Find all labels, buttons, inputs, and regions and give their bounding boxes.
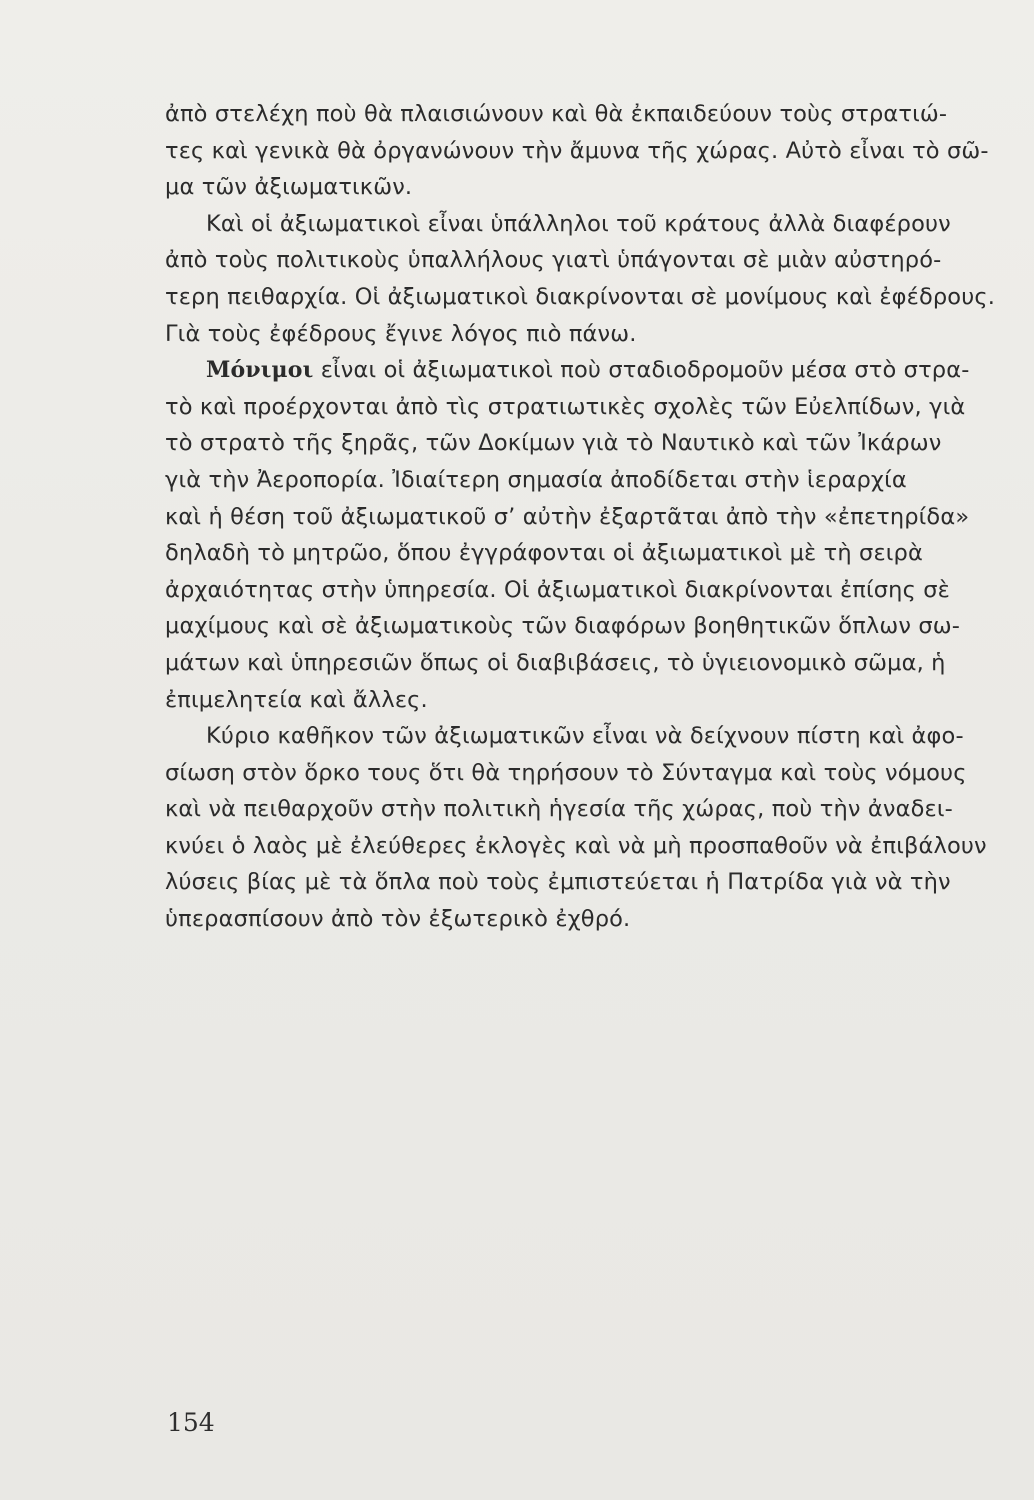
paragraph [165,352,1005,718]
text-line: τερη πειθαρχία. Οἱ ἀξιωματικοὶ διακρίνονται σὲ μονίμους καὶ ἐφέδρους. [165,283,996,310]
text-line: Γιὰ τοὺς ἐφέδρους ἔγινε λόγος πιὸ πάνω. [165,320,637,347]
bold-term: Μόνιμοι [206,357,314,384]
text-line: δηλαδὴ τὸ μητρῶο, ὅπου ἐγγράφονται οἱ ἀξιωματικοὶ μὲ τὴ σειρὰ [165,540,923,567]
body-text [165,96,1005,938]
text-line: τὸ στρατὸ τῆς ξηρᾶς, τῶν Δοκίμων γιὰ τὸ Ναυτικὸ καὶ τῶν Ἰκάρων [165,430,942,457]
text-line: γιὰ τὴν Ἀεροπορία. Ἰδιαίτερη σημασία ἀποδίδεται στὴν ἱεραρχία [165,466,907,493]
text-line: μάτων καὶ ὑπηρεσιῶν ὅπως οἱ διαβιβάσεις, τὸ ὑγιειονομικὸ σῶμα, ἡ [165,649,946,676]
text-line: ἀπὸ στελέχη ποὺ θὰ πλαισιώνουν καὶ θὰ ἐκπαιδεύουν τοὺς στρατιώ- [165,101,948,127]
paragraph [165,718,1005,938]
text-line: καὶ ἡ θέση τοῦ ἀξιωματικοῦ σ’ αὐτὴν ἐξαρτᾶται ἀπὸ τὴν «ἐπετηρίδα» [165,503,970,530]
paragraph [165,96,1005,206]
text-line: τὸ καὶ προέρχονται ἀπὸ τὶς στρατιωτικὲς σχολὲς τῶν Εὐελπίδων, γιὰ [165,393,966,420]
text-line: ἀρχαιότητας στὴν ὑπηρεσία. Οἱ ἀξιωματικοὶ διακρίνονται ἐπίσης σὲ [165,576,950,603]
text-line: ὑπερασπίσουν ἀπὸ τὸν ἐξωτερικὸ ἐχθρό. [165,906,631,933]
paragraph [165,206,1005,352]
text-line: ἐπιμελητεία καὶ ἄλλες. [165,686,428,713]
text-line: καὶ νὰ πειθαρχοῦν στὴν πολιτικὴ ἡγεσία τῆς χώρας, ποὺ τὴν ἀναδει- [165,796,953,823]
text-line: Καὶ οἱ ἀξιωματικοὶ εἶναι ὑπάλληλοι τοῦ κράτους ἀλλὰ διαφέρουν [206,210,951,237]
text-line: μαχίμους καὶ σὲ ἀξιωματικοὺς τῶν διαφόρων βοηθητικῶν ὅπλων σω- [165,613,961,640]
text-line: κνύει ὁ λαὸς μὲ ἐλεύθερες ἐκλογὲς καὶ νὰ μὴ προσπαθοῦν νὰ ἐπιβάλουν [165,832,987,859]
text-line: τες καὶ γενικὰ θὰ ὀργανώνουν τὴν ἄμυνα τῆς χώρας. Αὐτὸ εἶναι τὸ σῶ- [165,137,989,164]
page-number: 154 [167,1408,215,1437]
text-line: Κύριο καθῆκον τῶν ἀξιωματικῶν εἶναι νὰ δείχνουν πίστη καὶ ἀφο- [206,723,964,750]
text-line: λύσεις βίας μὲ τὰ ὅπλα ποὺ τοὺς ἐμπιστεύεται ἡ Πατρίδα γιὰ νὰ τὴν [165,869,951,896]
text-line: ἀπὸ τοὺς πολιτικοὺς ὑπαλλήλους γιατὶ ὑπάγονται σὲ μιὰν αὐστηρό- [165,247,942,274]
text-line: σίωση στὸν ὅρκο τους ὅτι θὰ τηρήσουν τὸ Σύνταγμα καὶ τοὺς νόμους [165,759,967,786]
line-text: εἶναι οἱ ἀξιωματικοὶ ποὺ σταδιοδρομοῦν μέσα στὸ στρα- [313,357,970,384]
text-line [165,352,1005,389]
text-line: μα τῶν ἀξιωματικῶν. [165,174,413,201]
